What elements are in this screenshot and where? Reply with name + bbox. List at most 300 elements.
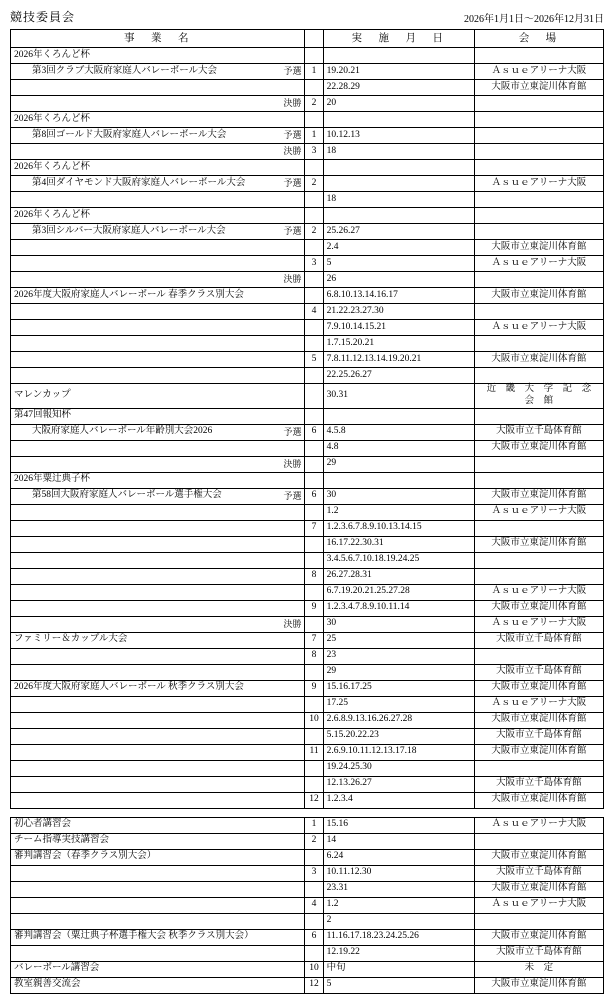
cell-venue: 大阪市立千島体育館 — [474, 424, 603, 440]
table-row-title — [11, 160, 604, 176]
cell-venue: 大阪市立東淀川体育館 — [474, 288, 603, 304]
event-phase: 決勝 — [283, 458, 302, 469]
cell-event — [11, 144, 305, 160]
cell-venue: 大阪市立千島体育館 — [474, 865, 603, 881]
cell-venue — [474, 568, 603, 584]
cell-event — [11, 897, 305, 913]
cell-date: 6.24 — [323, 849, 474, 865]
cell-venue — [474, 304, 603, 320]
cell-month — [305, 616, 323, 632]
table-row — [11, 456, 604, 472]
cell-date: 2.6.8.9.13.16.26.27.28 — [323, 712, 474, 728]
table-row — [11, 664, 604, 680]
cell-venue: Ａｓｕｅアリーナ大阪 — [474, 504, 603, 520]
cell-venue: 大阪市立東淀川体育館 — [474, 536, 603, 552]
cell-date: 1.2.3.4.7.8.9.10.11.14 — [323, 600, 474, 616]
cell-date: 17.25 — [323, 696, 474, 712]
cell-event — [11, 192, 305, 208]
event-name: 教室親善交流会 — [14, 979, 81, 990]
cell-event — [11, 80, 305, 96]
cell-venue — [474, 128, 603, 144]
event-subtitle: 大阪府家庭人バレーボール年齢別大会2026 — [32, 426, 213, 437]
cell-venue — [474, 472, 603, 488]
cell-venue: 大阪市立東淀川体育館 — [474, 80, 603, 96]
cell-event — [11, 424, 305, 440]
cell-venue: 大阪市立千島体育館 — [474, 664, 603, 680]
cell-venue: 大阪市立東淀川体育館 — [474, 600, 603, 616]
table-row — [11, 881, 604, 897]
cell-month: 10 — [305, 712, 323, 728]
table-row — [11, 336, 604, 352]
event-name: 審判講習会（粟辻典子杯選手権大会 秋季クラス別大会） — [14, 931, 254, 942]
cell-event — [11, 616, 305, 632]
cell-month: 12 — [305, 792, 323, 808]
cell-month: 9 — [305, 600, 323, 616]
cell-month — [305, 112, 323, 128]
cell-month — [305, 80, 323, 96]
event-subtitle: 第58回大阪府家庭人バレーボール選手権大会 — [32, 490, 222, 501]
cell-venue: 大阪市立東淀川体育館 — [474, 712, 603, 728]
cell-event — [11, 456, 305, 472]
cell-venue: 大阪市立東淀川体育館 — [474, 792, 603, 808]
cell-month — [305, 160, 323, 176]
event-phase: 予選 — [283, 129, 302, 140]
cell-venue: Ａｓｕｅアリーナ大阪 — [474, 696, 603, 712]
cell-venue: Ａｓｕｅアリーナ大阪 — [474, 817, 603, 833]
table-row-title — [11, 384, 604, 409]
cell-venue: 大阪市立千島体育館 — [474, 776, 603, 792]
cell-event-title: 第47回報知杯 — [11, 408, 305, 424]
cell-event — [11, 728, 305, 744]
cell-month: 2 — [305, 833, 323, 849]
cell-date: 1.2.3.6.7.8.9.10.13.14.15 — [323, 520, 474, 536]
table-row-title — [11, 112, 604, 128]
cell-date: 6.7.19.20.21.25.27.28 — [323, 584, 474, 600]
cell-month — [305, 696, 323, 712]
table-row — [11, 192, 604, 208]
cell-date: 19.24.25.30 — [323, 760, 474, 776]
table-row — [11, 64, 604, 80]
cell-event — [11, 744, 305, 760]
cell-event — [11, 176, 305, 192]
page-title: 競技委員会 — [10, 10, 76, 24]
cell-date: 30.31 — [323, 384, 474, 409]
cell-event — [11, 776, 305, 792]
cell-event — [11, 913, 305, 929]
table-row — [11, 424, 604, 440]
schedule-table-training — [10, 817, 604, 994]
cell-date: 18 — [323, 144, 474, 160]
cell-date: 1.7.15.20.21 — [323, 336, 474, 352]
schedule-table-main — [10, 29, 604, 809]
cell-event-title: 2026年度大阪府家庭人バレーボール 春季クラス別大会 — [11, 288, 305, 304]
cell-venue — [474, 160, 603, 176]
table-row — [11, 176, 604, 192]
cell-venue: Ａｓｕｅアリーナ大阪 — [474, 897, 603, 913]
cell-event — [11, 584, 305, 600]
table-row — [11, 584, 604, 600]
cell-month: 6 — [305, 488, 323, 504]
cell-month: 1 — [305, 64, 323, 80]
cell-venue: 大阪市立東淀川体育館 — [474, 488, 603, 504]
cell-event — [11, 600, 305, 616]
cell-event-title: 2026年くろんど杯 — [11, 160, 305, 176]
cell-date: 30 — [323, 488, 474, 504]
table-row — [11, 568, 604, 584]
cell-date: 22.25.26.27 — [323, 368, 474, 384]
cell-month — [305, 760, 323, 776]
cell-date — [323, 408, 474, 424]
table-row — [11, 913, 604, 929]
cell-event — [11, 881, 305, 897]
cell-month — [305, 849, 323, 865]
cell-event — [11, 664, 305, 680]
cell-venue — [474, 552, 603, 568]
cell-venue: 大阪市立東淀川体育館 — [474, 352, 603, 368]
cell-date: 16.17.22.30.31 — [323, 536, 474, 552]
cell-event — [11, 849, 305, 865]
cell-venue: 大阪市立東淀川体育館 — [474, 849, 603, 865]
table-row — [11, 488, 604, 504]
cell-date: 2.6.9.10.11.12.13.17.18 — [323, 744, 474, 760]
cell-month — [305, 240, 323, 256]
cell-month: 1 — [305, 128, 323, 144]
event-name: バレーボール講習会 — [14, 963, 100, 974]
table-row-title — [11, 408, 604, 424]
cell-month — [305, 664, 323, 680]
cell-venue: 大阪市立東淀川体育館 — [474, 680, 603, 696]
cell-month — [305, 48, 323, 64]
cell-month — [305, 945, 323, 961]
table-row-title — [11, 208, 604, 224]
cell-date: 14 — [323, 833, 474, 849]
cell-month — [305, 456, 323, 472]
cell-date — [323, 176, 474, 192]
cell-date: 23 — [323, 648, 474, 664]
cell-event — [11, 833, 305, 849]
table-row-title — [11, 632, 604, 648]
cell-event — [11, 648, 305, 664]
cell-date: 10.12.13 — [323, 128, 474, 144]
cell-month: 7 — [305, 632, 323, 648]
cell-event-title: 2026年くろんど杯 — [11, 208, 305, 224]
cell-month: 1 — [305, 817, 323, 833]
cell-date: 中旬 — [323, 961, 474, 977]
cell-venue — [474, 456, 603, 472]
event-phase: 予選 — [283, 490, 302, 501]
cell-venue — [474, 368, 603, 384]
cell-event-title: 2026年粟辻典子杯 — [11, 472, 305, 488]
cell-venue: 大阪市立東淀川体育館 — [474, 929, 603, 945]
table-row — [11, 792, 604, 808]
cell-month: 6 — [305, 424, 323, 440]
cell-date: 29 — [323, 664, 474, 680]
cell-month: 11 — [305, 744, 323, 760]
cell-date: 20 — [323, 96, 474, 112]
table-row — [11, 256, 604, 272]
cell-date: 23.31 — [323, 881, 474, 897]
cell-month — [305, 776, 323, 792]
cell-event — [11, 792, 305, 808]
cell-event — [11, 272, 305, 288]
cell-event — [11, 96, 305, 112]
cell-month — [305, 272, 323, 288]
cell-month: 2 — [305, 176, 323, 192]
table-row — [11, 712, 604, 728]
cell-venue: 大阪市立東淀川体育館 — [474, 744, 603, 760]
cell-venue: Ａｓｕｅアリーナ大阪 — [474, 256, 603, 272]
col-header-venue: 会 場 — [474, 30, 603, 48]
cell-venue — [474, 913, 603, 929]
cell-date: 19.20.21 — [323, 64, 474, 80]
event-subtitle: 第3回シルバー大阪府家庭人バレーボール大会 — [32, 225, 226, 236]
cell-venue — [474, 408, 603, 424]
cell-venue: Ａｓｕｅアリーナ大阪 — [474, 64, 603, 80]
cell-month: 7 — [305, 520, 323, 536]
cell-month — [305, 408, 323, 424]
cell-month — [305, 881, 323, 897]
table-row-title — [11, 48, 604, 64]
cell-event — [11, 712, 305, 728]
cell-date: 15.16 — [323, 817, 474, 833]
table-row — [11, 760, 604, 776]
cell-date: 12.13.26.27 — [323, 776, 474, 792]
table-row — [11, 440, 604, 456]
cell-month — [305, 504, 323, 520]
document-header — [10, 8, 604, 25]
cell-event — [11, 961, 305, 977]
cell-event — [11, 320, 305, 336]
table-header-row — [11, 30, 604, 48]
cell-date — [323, 112, 474, 128]
table-row — [11, 272, 604, 288]
table-row — [11, 648, 604, 664]
cell-month: 6 — [305, 929, 323, 945]
table-row — [11, 80, 604, 96]
cell-event — [11, 440, 305, 456]
cell-venue: 大阪市立千島体育館 — [474, 945, 603, 961]
cell-date — [323, 472, 474, 488]
cell-venue — [474, 144, 603, 160]
cell-event — [11, 552, 305, 568]
cell-date: 15.16.17.25 — [323, 680, 474, 696]
cell-month — [305, 584, 323, 600]
table-row — [11, 520, 604, 536]
table-row — [11, 224, 604, 240]
table-row — [11, 849, 604, 865]
cell-month — [305, 552, 323, 568]
cell-month: 2 — [305, 224, 323, 240]
cell-event — [11, 568, 305, 584]
table-row — [11, 977, 604, 993]
cell-event — [11, 520, 305, 536]
cell-venue — [474, 520, 603, 536]
cell-venue: Ａｓｕｅアリーナ大阪 — [474, 320, 603, 336]
cell-venue: 大阪市立東淀川体育館 — [474, 240, 603, 256]
event-subtitle: 第3回クラブ大阪府家庭人バレーボール大会 — [32, 65, 218, 76]
table-row — [11, 536, 604, 552]
cell-month: 10 — [305, 961, 323, 977]
cell-event — [11, 352, 305, 368]
cell-venue: 大阪市立東淀川体育館 — [474, 977, 603, 993]
cell-month — [305, 336, 323, 352]
table-row-title — [11, 472, 604, 488]
cell-date: 7.9.10.14.15.21 — [323, 320, 474, 336]
event-phase: 予選 — [283, 177, 302, 188]
cell-month: 3 — [305, 865, 323, 881]
cell-venue — [474, 48, 603, 64]
cell-date: 2 — [323, 913, 474, 929]
cell-venue: 大阪市立千島体育館 — [474, 632, 603, 648]
cell-date: 25 — [323, 632, 474, 648]
cell-date: 7.8.11.12.13.14.19.20.21 — [323, 352, 474, 368]
table-row — [11, 728, 604, 744]
cell-venue: 大阪市立千島体育館 — [474, 728, 603, 744]
cell-event — [11, 865, 305, 881]
table-row-title — [11, 288, 604, 304]
cell-event — [11, 929, 305, 945]
cell-date: 4.5.8 — [323, 424, 474, 440]
table-row — [11, 504, 604, 520]
table-row — [11, 744, 604, 760]
cell-event — [11, 304, 305, 320]
table-row — [11, 304, 604, 320]
event-name: 審判講習会（春季クラス別大会） — [14, 851, 157, 862]
cell-date — [323, 208, 474, 224]
event-phase: 予選 — [283, 65, 302, 76]
cell-month: 5 — [305, 352, 323, 368]
cell-date: 1.2 — [323, 897, 474, 913]
cell-date: 22.28.29 — [323, 80, 474, 96]
cell-event — [11, 760, 305, 776]
cell-event — [11, 488, 305, 504]
table-row — [11, 833, 604, 849]
event-name: チーム指導実技講習会 — [14, 835, 110, 846]
table-row — [11, 96, 604, 112]
table-row — [11, 929, 604, 945]
cell-event — [11, 977, 305, 993]
cell-month — [305, 384, 323, 409]
cell-event — [11, 336, 305, 352]
cell-venue — [474, 760, 603, 776]
table-row — [11, 945, 604, 961]
table-row — [11, 240, 604, 256]
table-row — [11, 616, 604, 632]
col-header-event: 事 業 名 — [11, 30, 305, 48]
table-row — [11, 144, 604, 160]
cell-date: 1.2 — [323, 504, 474, 520]
cell-venue — [474, 336, 603, 352]
cell-event — [11, 945, 305, 961]
cell-date: 30 — [323, 616, 474, 632]
cell-date: 10.11.12.30 — [323, 865, 474, 881]
cell-venue: 大阪市立東淀川体育館 — [474, 881, 603, 897]
cell-month — [305, 192, 323, 208]
cell-venue — [474, 833, 603, 849]
cell-venue: 近 畿 大 学 記 念 会 館 — [474, 384, 603, 409]
cell-event-title: ファミリー＆カップル大会 — [11, 632, 305, 648]
cell-venue: 未 定 — [474, 961, 603, 977]
cell-date — [323, 48, 474, 64]
cell-month: 3 — [305, 144, 323, 160]
cell-venue: Ａｓｕｅアリーナ大阪 — [474, 584, 603, 600]
cell-month — [305, 368, 323, 384]
cell-venue — [474, 192, 603, 208]
event-phase: 予選 — [283, 426, 302, 437]
cell-event — [11, 128, 305, 144]
cell-date: 2.4 — [323, 240, 474, 256]
table-row — [11, 961, 604, 977]
event-phase: 予選 — [283, 225, 302, 236]
cell-venue: Ａｓｕｅアリーナ大阪 — [474, 616, 603, 632]
cell-date — [323, 160, 474, 176]
cell-date: 6.8.10.13.14.16.17 — [323, 288, 474, 304]
cell-date: 5.15.20.22.23 — [323, 728, 474, 744]
cell-date: 26.27.28.31 — [323, 568, 474, 584]
cell-event — [11, 368, 305, 384]
col-header-date: 実 施 月 日 — [323, 30, 474, 48]
cell-date: 12.19.22 — [323, 945, 474, 961]
table-row — [11, 817, 604, 833]
cell-month — [305, 288, 323, 304]
cell-date: 29 — [323, 456, 474, 472]
cell-month — [305, 208, 323, 224]
cell-event — [11, 504, 305, 520]
table-row-title — [11, 680, 604, 696]
cell-date: 11.16.17.18.23.24.25.26 — [323, 929, 474, 945]
event-subtitle: 第8回ゴールド大阪府家庭人バレーボール大会 — [32, 129, 227, 140]
cell-month: 2 — [305, 96, 323, 112]
cell-event — [11, 64, 305, 80]
table-row — [11, 776, 604, 792]
cell-venue — [474, 96, 603, 112]
cell-date: 5 — [323, 256, 474, 272]
event-name: 初心者講習会 — [14, 819, 72, 830]
cell-event — [11, 536, 305, 552]
date-range: 2026年1月1日〜2026年12月31日 — [464, 14, 604, 25]
cell-event-title: 2026年くろんど杯 — [11, 112, 305, 128]
cell-date: 18 — [323, 192, 474, 208]
cell-month: 8 — [305, 568, 323, 584]
cell-month — [305, 440, 323, 456]
table-row — [11, 696, 604, 712]
table-row — [11, 865, 604, 881]
event-subtitle: 第4回ダイヤモンド大阪府家庭人バレーボール大会 — [32, 177, 246, 188]
cell-venue — [474, 112, 603, 128]
table-row — [11, 320, 604, 336]
col-header-month — [305, 30, 323, 48]
table-spacer — [10, 809, 604, 817]
cell-date: 3.4.5.6.7.10.18.19.24.25 — [323, 552, 474, 568]
event-phase: 決勝 — [283, 97, 302, 108]
cell-month — [305, 320, 323, 336]
cell-venue: 大阪市立東淀川体育館 — [474, 440, 603, 456]
cell-venue — [474, 208, 603, 224]
table-row — [11, 552, 604, 568]
event-phase: 決勝 — [283, 273, 302, 284]
cell-month: 12 — [305, 977, 323, 993]
table-row — [11, 600, 604, 616]
cell-month: 8 — [305, 648, 323, 664]
cell-date: 26 — [323, 272, 474, 288]
cell-event — [11, 256, 305, 272]
cell-venue — [474, 224, 603, 240]
event-phase: 決勝 — [283, 145, 302, 156]
cell-event — [11, 696, 305, 712]
table-row — [11, 897, 604, 913]
cell-month — [305, 536, 323, 552]
cell-venue — [474, 648, 603, 664]
